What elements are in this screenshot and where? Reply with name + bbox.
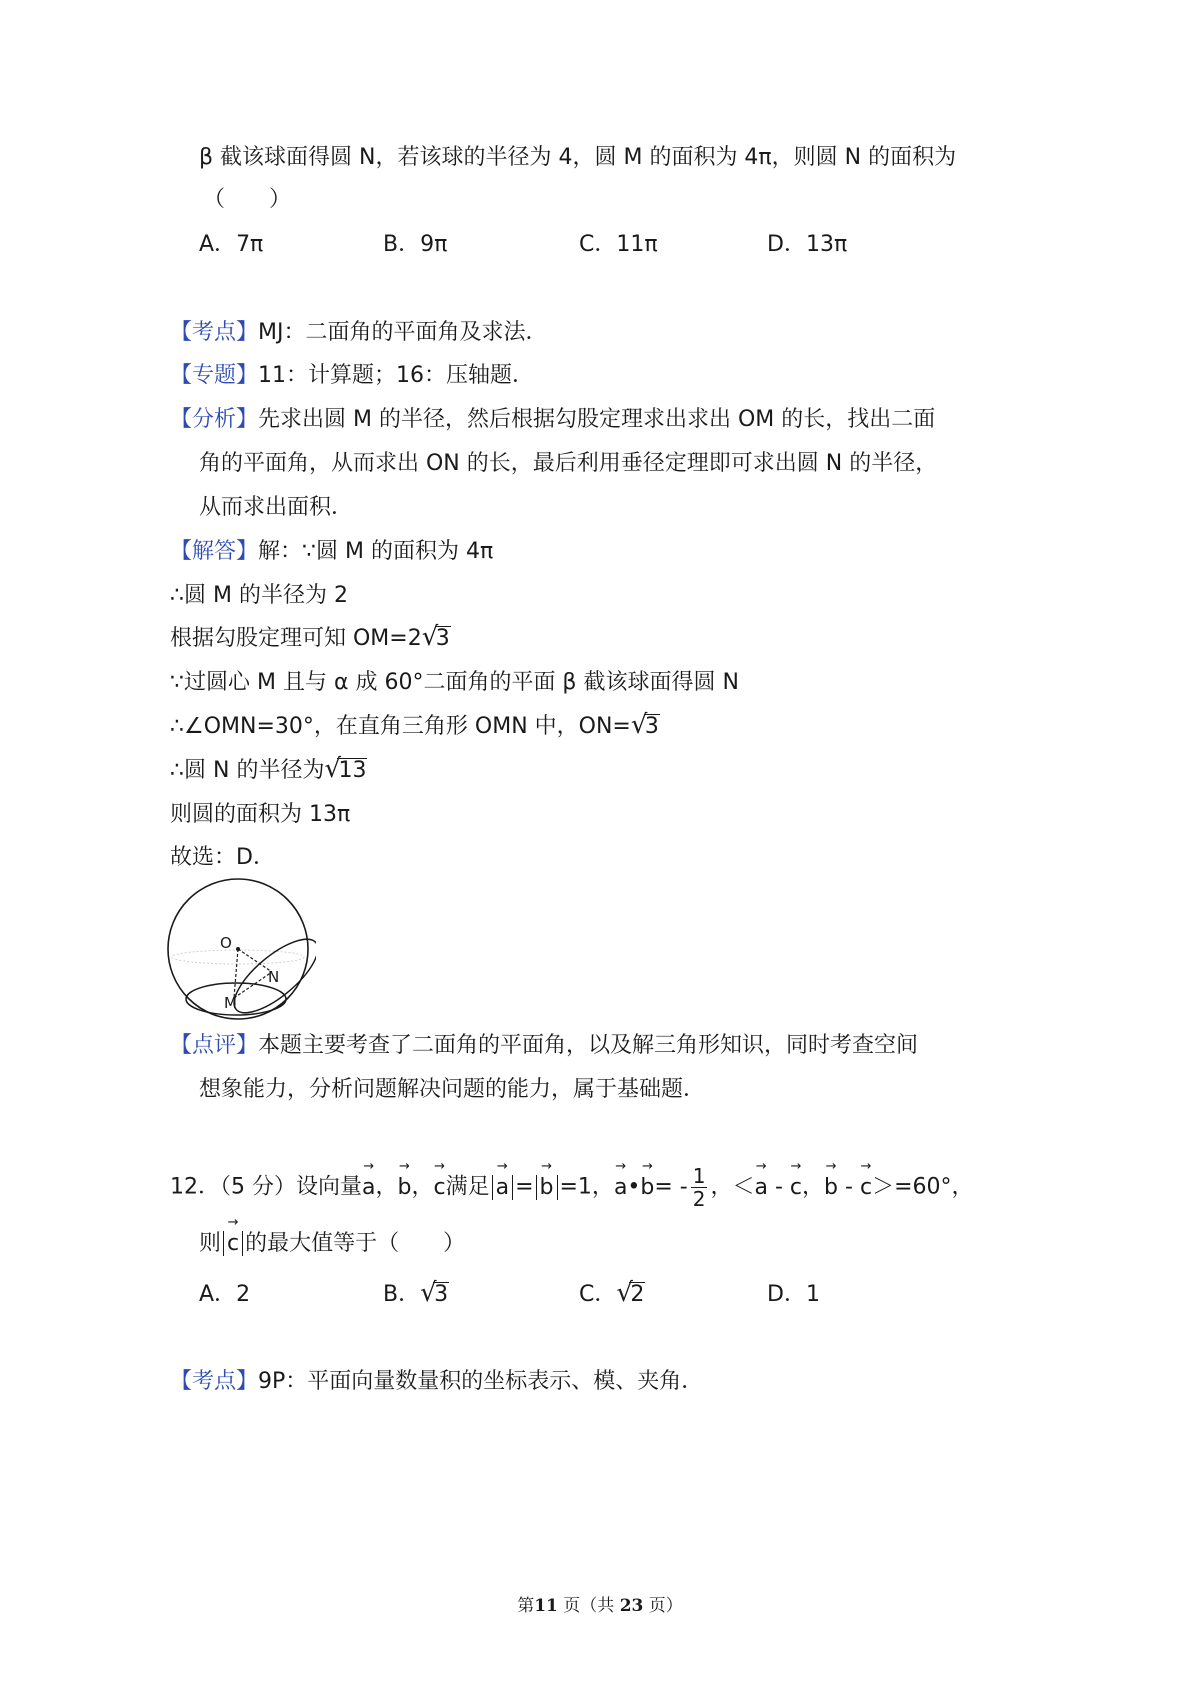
- q12-options: [199, 1280, 899, 1310]
- dianping-tag: 【点评】: [170, 1033, 259, 1058]
- sol-line-4: ∴∠OMN=30°，在直角三角形 OMN 中，ON= √ 3: [170, 710, 659, 740]
- sol-line-7: 故选：D．: [170, 845, 275, 870]
- q11-option-a: A．7π: [199, 232, 264, 257]
- sqrt-on: √ 3: [630, 710, 659, 740]
- label-m: M: [224, 994, 237, 1012]
- q12-kaodian-tag: 【考点】: [170, 1369, 259, 1394]
- q11-answer-paren: （ ）: [203, 187, 292, 212]
- dianping-line-1: 本题主要考查了二面角的平面角，以及解三角形知识，同时考查空间: [258, 1033, 919, 1058]
- vector-b: → b: [397, 1158, 412, 1200]
- q12-stem-line-1: 12．（5 分）设向量 → a， → b， → c满足 → a = → b =1， → a• → b= - $\frac{1}{2}$ ，＜ → a - → c， → b - → c＞=60°，: [170, 1158, 974, 1211]
- q11-option-c: C．11π: [579, 232, 658, 257]
- page-number: 11: [534, 1596, 558, 1616]
- sqrt-radius-n: √ 13: [324, 754, 367, 784]
- q11-zhuanti: [170, 361, 534, 391]
- sqrt-om: √ 3: [421, 622, 450, 652]
- fenxi-line-2: 角的平面角，从而求出 ON 的长，最后利用垂径定理即可求出圆 N 的半径，: [199, 451, 938, 476]
- equator-dashed: [172, 950, 304, 964]
- q12-option-a: A．2: [199, 1282, 251, 1307]
- jieda-first-line: 解：∵圆 M 的面积为 4π: [258, 539, 494, 564]
- q11-option-b: B．9π: [383, 232, 448, 257]
- q12-option-d: D．1: [767, 1282, 820, 1307]
- vector-c: → c: [433, 1158, 446, 1200]
- fenxi-line-3: 从而求出面积．: [199, 495, 354, 520]
- page-total: 23: [619, 1596, 644, 1616]
- sphere-figure: [164, 876, 316, 1020]
- q12-kaodian-text: 9P：平面向量数量积的坐标表示、模、夹角．: [258, 1369, 704, 1394]
- center-point: [236, 947, 240, 951]
- q11-stem-line: β 截该球面得圆 N，若该球的半径为 4，圆 M 的面积为 4π，则圆 N 的面积为: [199, 145, 957, 170]
- jieda-tag: 【解答】: [170, 539, 259, 564]
- sol-line-1: ∴圆 M 的半径为 2: [170, 583, 348, 608]
- sol-line-5: ∴圆 N 的半径为 √ 13: [170, 754, 367, 784]
- q11-options: [199, 230, 899, 260]
- sol-line-3: ∵过圆心 M 且与 α 成 60°二面角的平面 β 截该球面得圆 N: [170, 670, 739, 695]
- zhuanti-tag: 【专题】: [170, 363, 259, 388]
- fraction-half: $\frac{1}{2}$: [692, 1164, 706, 1211]
- abs-a: → a: [492, 1175, 513, 1200]
- q12-kaodian: [170, 1367, 703, 1397]
- q11-fenxi: [170, 405, 935, 435]
- kaodian-tag: 【考点】: [170, 320, 259, 345]
- fenxi-tag: 【分析】: [170, 407, 259, 432]
- sol-line-6: 则圆的面积为 13π: [170, 802, 351, 827]
- q11-dianping: [170, 1031, 918, 1061]
- kaodian-text: MJ：二面角的平面角及求法．: [258, 320, 548, 345]
- q11-jieda: [170, 537, 493, 567]
- dianping-line-2: 想象能力，分析问题解决问题的能力，属于基础题．: [199, 1077, 706, 1102]
- page-footer: 第11 页（共 23 页）: [517, 1596, 683, 1616]
- label-o: O: [220, 934, 232, 952]
- sol-line-2: 根据勾股定理可知 OM=2 √ 3: [170, 622, 450, 652]
- q12-option-b: B． √ 3: [383, 1278, 449, 1308]
- zhuanti-text: 11：计算题；16：压轴题．: [258, 363, 535, 388]
- fenxi-line-1: 先求出圆 M 的半径，然后根据勾股定理求出求出 OM 的长，找出二面: [258, 407, 936, 432]
- abs-c: → c: [223, 1231, 243, 1256]
- abs-b: → b: [536, 1175, 558, 1200]
- vector-a: → a: [362, 1158, 376, 1200]
- q12-option-c: C． √ 2: [579, 1278, 645, 1308]
- q11-option-d: D．13π: [767, 232, 848, 257]
- segment-mn: [234, 972, 272, 998]
- label-n: N: [268, 968, 280, 986]
- q11-kaodian: [170, 318, 548, 348]
- q12-stem-line-2: 则 → c 的最大值等于（ ）: [199, 1215, 466, 1256]
